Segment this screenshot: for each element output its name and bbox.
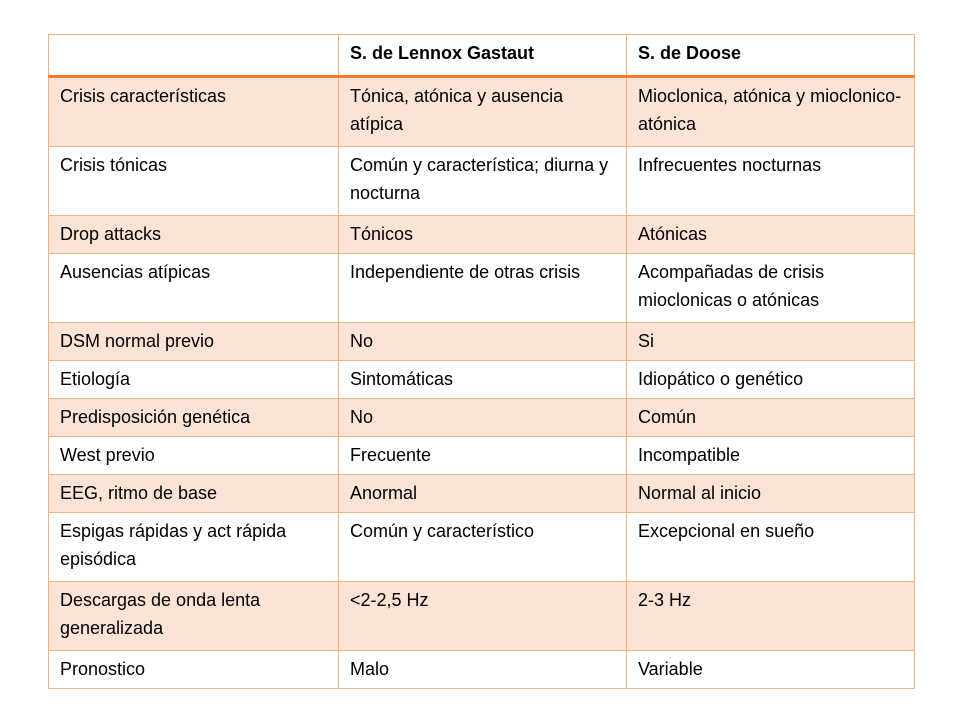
row-label: Descargas de onda lenta generalizada bbox=[49, 582, 339, 651]
doose-cell: Atónicas bbox=[627, 216, 915, 254]
lennox-cell: Tónicos bbox=[339, 216, 627, 254]
doose-cell: Común bbox=[627, 399, 915, 437]
row-label: DSM normal previo bbox=[49, 323, 339, 361]
row-label: Crisis tónicas bbox=[49, 147, 339, 216]
row-label: Etiología bbox=[49, 361, 339, 399]
table-row bbox=[49, 323, 915, 361]
lennox-cell: No bbox=[339, 399, 627, 437]
comparison-table-container bbox=[48, 34, 914, 689]
table-row bbox=[49, 399, 915, 437]
comparison-table bbox=[48, 34, 915, 689]
row-label: Predisposición genética bbox=[49, 399, 339, 437]
row-label: Pronostico bbox=[49, 651, 339, 689]
lennox-cell: No bbox=[339, 323, 627, 361]
lennox-cell: <2-2,5 Hz bbox=[339, 582, 627, 651]
doose-cell: Infrecuentes nocturnas bbox=[627, 147, 915, 216]
row-label: Drop attacks bbox=[49, 216, 339, 254]
table-row bbox=[49, 475, 915, 513]
doose-cell: Variable bbox=[627, 651, 915, 689]
doose-cell: Mioclonica, atónica y mioclonico-atónica bbox=[627, 77, 915, 147]
lennox-cell: Independiente de otras crisis bbox=[339, 254, 627, 323]
header-cell-doose: S. de Doose bbox=[627, 35, 915, 77]
row-label: Espigas rápidas y act rápida episódica bbox=[49, 513, 339, 582]
row-label: West previo bbox=[49, 437, 339, 475]
header-cell-empty bbox=[49, 35, 339, 77]
lennox-cell: Común y característica; diurna y nocturna bbox=[339, 147, 627, 216]
doose-cell: Acompañadas de crisis mioclonicas o atónicas bbox=[627, 254, 915, 323]
table-row bbox=[49, 513, 915, 582]
table-row bbox=[49, 651, 915, 689]
lennox-cell: Frecuente bbox=[339, 437, 627, 475]
header-row bbox=[49, 35, 915, 77]
table-row bbox=[49, 582, 915, 651]
table-row bbox=[49, 254, 915, 323]
doose-cell: Incompatible bbox=[627, 437, 915, 475]
table-row bbox=[49, 77, 915, 147]
doose-cell: Normal al inicio bbox=[627, 475, 915, 513]
doose-cell: Si bbox=[627, 323, 915, 361]
table-row bbox=[49, 216, 915, 254]
doose-cell: Excepcional en sueño bbox=[627, 513, 915, 582]
row-label: Ausencias atípicas bbox=[49, 254, 339, 323]
lennox-cell: Común y característico bbox=[339, 513, 627, 582]
table-row bbox=[49, 437, 915, 475]
table-row bbox=[49, 147, 915, 216]
doose-cell: 2-3 Hz bbox=[627, 582, 915, 651]
header-cell-lennox-gastaut: S. de Lennox Gastaut bbox=[339, 35, 627, 77]
row-label: EEG, ritmo de base bbox=[49, 475, 339, 513]
table-row bbox=[49, 361, 915, 399]
lennox-cell: Tónica, atónica y ausencia atípica bbox=[339, 77, 627, 147]
lennox-cell: Sintomáticas bbox=[339, 361, 627, 399]
lennox-cell: Malo bbox=[339, 651, 627, 689]
row-label: Crisis características bbox=[49, 77, 339, 147]
lennox-cell: Anormal bbox=[339, 475, 627, 513]
doose-cell: Idiopático o genético bbox=[627, 361, 915, 399]
